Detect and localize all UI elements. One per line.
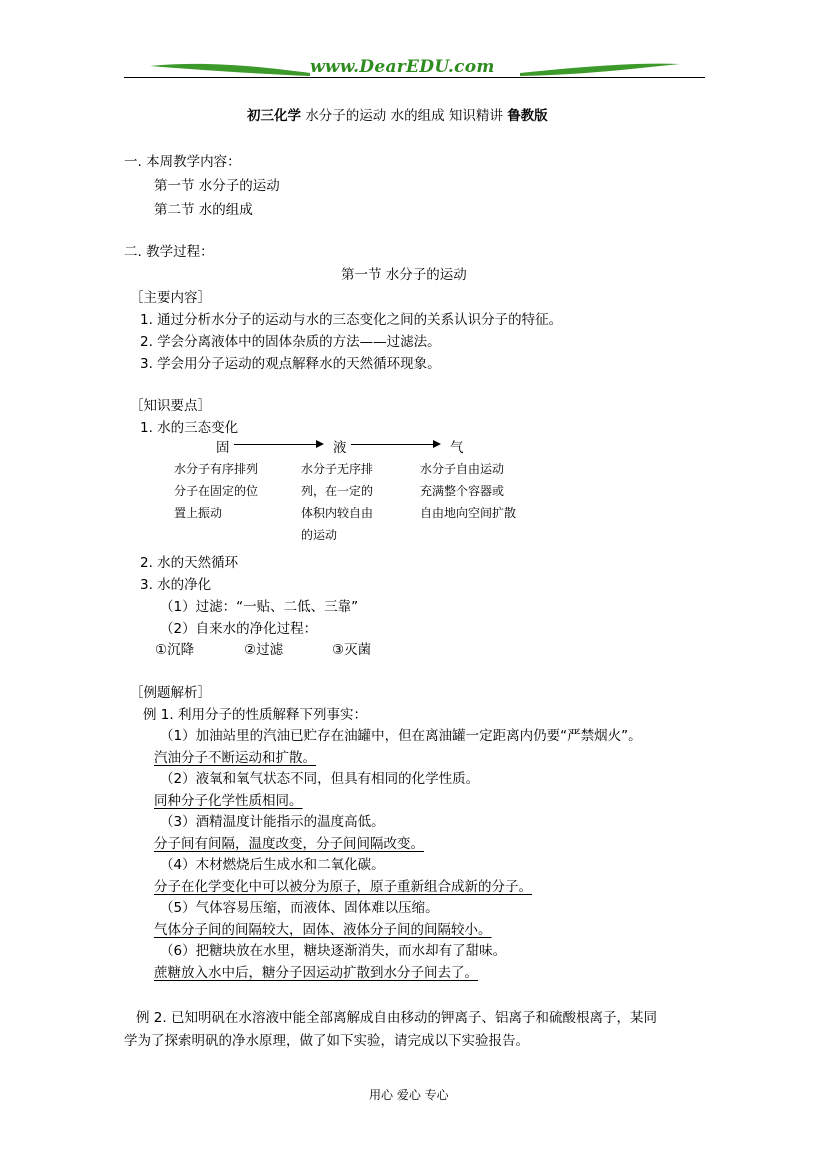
knowledge-item: 1. 水的三态变化 <box>140 420 239 436</box>
example-answer: 蔗糖放入水中后，糖分子因运动扩散到水分子间去了。 <box>154 965 478 981</box>
desc-line: 体积内较自由 <box>301 506 374 520</box>
logo-text: www.DearEDU.com <box>310 57 495 77</box>
footer-text: 用心 爱心 专心 <box>369 1088 449 1102</box>
knowledge-subitem: （2）自来水的净化过程： <box>160 621 318 637</box>
section2-subtitle: 第一节 水分子的运动 <box>341 267 467 283</box>
section1-item: 第二节 水的组成 <box>154 202 253 218</box>
arrow-line <box>351 444 435 445</box>
purification-step: ③灭菌 <box>332 642 372 658</box>
example-question: （6）把糖块放在水里，糖块逐渐消失，而水却有了甜味。 <box>160 943 507 959</box>
desc-line: 列，在一定的 <box>301 484 374 498</box>
knowledge-label: ［知识要点］ <box>130 398 211 414</box>
example-question: （3）酒精温度计能指示的温度高低。 <box>160 814 385 830</box>
desc-line: 水分子无序排 <box>301 462 374 476</box>
example-question: （5）气体容易压缩，而液体、固体难以压缩。 <box>160 900 439 916</box>
page-title <box>247 104 548 124</box>
arrow-line <box>234 444 318 445</box>
desc-line: 的运动 <box>301 528 338 542</box>
knowledge-item: 2. 水的天然循环 <box>140 555 239 571</box>
desc-line: 水分子有序排列 <box>174 462 259 476</box>
desc-line: 充满整个容器或 <box>420 484 505 498</box>
example-label: ［例题解析］ <box>130 685 211 701</box>
title-part1: 初三化学 <box>247 108 301 124</box>
example-answer: 分子在化学变化中可以被分为原子，原子重新组合成新的分子。 <box>154 879 532 895</box>
solid-description <box>174 458 258 524</box>
state-liquid: 液 <box>333 440 347 456</box>
example1-title: 例 1. 利用分子的性质解释下列事实： <box>143 707 367 723</box>
title-part2: 水分子的运动 水的组成 知识精讲 <box>305 108 503 124</box>
desc-line: 自由地向空间扩散 <box>420 506 517 520</box>
example-answer: 汽油分子不断运动和扩散。 <box>154 750 316 766</box>
gas-description <box>420 458 516 524</box>
example-answer: 同种分子化学性质相同。 <box>154 793 303 809</box>
section1-item: 第一节 水分子的运动 <box>154 178 280 194</box>
arrow-right-icon <box>433 440 441 448</box>
main-item: 3. 学会用分子运动的观点解释水的天然循环现象。 <box>140 356 441 372</box>
example2-line: 例 2. 已知明矾在水溶液中能全部离解成自由移动的钾离子、铝离子和硫酸根离子，某同 <box>136 1010 657 1026</box>
example-answer: 分子间有间隔，温度改变，分子间间隔改变。 <box>154 836 424 852</box>
purification-step: ①沉降 <box>155 642 195 658</box>
desc-line: 置上振动 <box>174 506 223 520</box>
title-part3: 鲁教版 <box>507 108 548 124</box>
section2-heading: 二. 教学过程： <box>124 244 214 260</box>
main-content-label: ［主要内容］ <box>130 290 211 306</box>
state-solid: 固 <box>216 440 230 456</box>
example-question: （1）加油站里的汽油已贮存在油罐中，但在离油罐一定距离内仍要“严禁烟火”。 <box>160 728 642 744</box>
example-question: （2）液氧和氧气状态不同，但具有相同的化学性质。 <box>160 771 480 787</box>
knowledge-item: 3. 水的净化 <box>140 577 212 593</box>
arrow-right-icon <box>316 440 324 448</box>
example-answer: 气体分子间的间隔较大，固体、液体分子间的间隔较小。 <box>154 922 492 938</box>
purification-step: ②过滤 <box>244 642 284 658</box>
example-question: （4）木材燃烧后生成水和二氧化碳。 <box>160 857 385 873</box>
desc-line: 水分子自由运动 <box>420 462 505 476</box>
main-item: 1. 通过分析水分子的运动与水的三态变化之间的关系认识分子的特征。 <box>140 312 563 328</box>
state-gas: 气 <box>450 440 464 456</box>
desc-line: 分子在固定的位 <box>174 484 259 498</box>
section1-heading: 一. 本周教学内容： <box>124 154 241 170</box>
main-item: 2. 学会分离液体中的固体杂质的方法——过滤法。 <box>140 334 441 350</box>
header-divider <box>124 77 705 78</box>
liquid-description <box>301 458 373 546</box>
example2-line: 学为了探索明矾的净水原理，做了如下实验，请完成以下实验报告。 <box>124 1033 529 1049</box>
knowledge-subitem: （1）过滤：“一贴、二低、三靠” <box>160 599 359 615</box>
